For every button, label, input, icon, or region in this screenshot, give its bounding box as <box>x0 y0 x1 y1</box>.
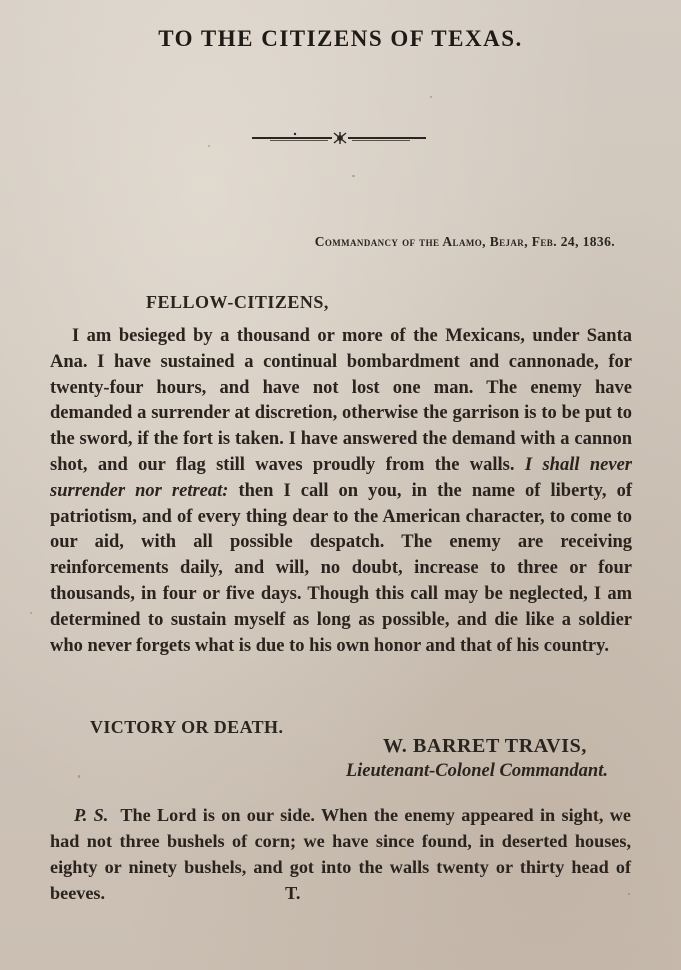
paper-speck <box>30 612 32 614</box>
ornamental-rule-icon <box>250 128 430 148</box>
paper-speck <box>208 145 210 147</box>
motto: VICTORY OR DEATH. <box>90 717 284 737</box>
salutation: FELLOW-CITIZENS, <box>146 292 329 312</box>
postscript-text: The Lord is on our side. When the enemy appeared in sight, we had not three bushels of corn; we have since found, in deserted houses, eighty or ninety bushels, and got into the walls twenty or thirty head of beeves. <box>50 805 631 903</box>
paper-speck <box>628 893 630 895</box>
dateline: Commandancy of the Alamo, Bejar, Feb. 24, 1836. <box>314 234 615 249</box>
signature-rank: Lieutenant-Colonel Commandant. <box>345 761 608 781</box>
body-text-part-2: then I call on you, in the name of liberty, of patriotism, and of every thing dear to the American character, to come to our aid, with all possible despatch. The enemy are receiving reinforcements daily, and will, no doubt, increase to three or four thousands, in four or five days. Though this call may be neglected, I am determined to sustain myself as long as possible, and die like a soldier who never forgets what is due to his own honor and that of his country. <box>50 480 632 656</box>
body-text-part-1: I am besieged by a thousand or more of the Mexicans, under Santa Ana. I have sustained a continual bombardment and cannonade, for twenty-four hours, and have not lost one man. The enemy have demanded a surrender at discretion, otherwise the garrison is to be put to the sword, if the fort is taken. I have answered the demand with a cannon shot, and our flag still waves proudly from the walls. <box>50 326 632 475</box>
page-title: TO THE CITIZENS OF TEXAS. <box>158 26 523 51</box>
postscript <box>50 802 631 906</box>
paper-speck <box>352 175 355 177</box>
postscript-label: P. S. <box>74 805 109 825</box>
paper-speck <box>430 96 432 98</box>
signature-name: W. BARRET TRAVIS, <box>383 735 587 757</box>
paper-speck <box>78 775 80 778</box>
letter-body <box>50 324 632 659</box>
postscript-initial: T. <box>285 883 301 903</box>
body-emphasis: I shall never surrender nor retreat: <box>50 454 633 501</box>
